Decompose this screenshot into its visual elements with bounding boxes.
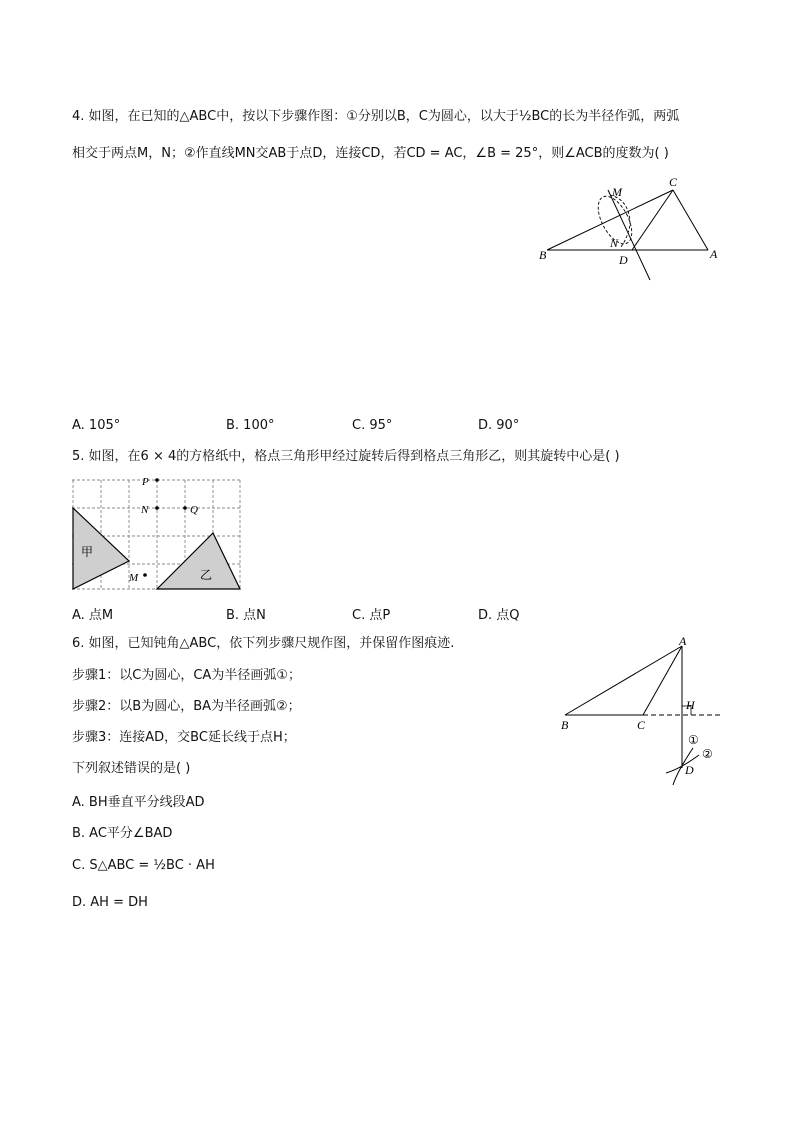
q4-option-a[interactable]: A. 105°	[72, 418, 121, 433]
q5-option-a[interactable]: A. 点M	[72, 608, 114, 623]
q4-option-b[interactable]: B. 100°	[226, 418, 275, 433]
q5-label-N: N	[141, 504, 149, 516]
q5-label-M: M	[129, 572, 139, 584]
q6-question: 下列叙述错误的是( )	[72, 761, 191, 776]
q5-option-c[interactable]: C. 点P	[352, 608, 391, 623]
q6-step-2: 步骤2：以B为圆心，BA为半径画弧②；	[72, 699, 301, 714]
q4-stem-line-1: 4. 如图，在已知的△ABC中，按以下步骤作图：①分别以B，C为圆心，以大于½BC的长为半径作弧，两弧	[72, 109, 680, 124]
q6-label-A: A	[679, 634, 687, 648]
q4-figure	[535, 170, 735, 280]
q6-step-1: 步骤1：以C为圆心，CA为半径画弧①；	[72, 668, 301, 683]
q6-label-arc1: ①	[688, 733, 699, 747]
q6-figure	[555, 634, 725, 790]
q6-option-d[interactable]: D. AH = DH	[72, 895, 148, 910]
q4-stem-line-2: 相交于两点M，N；②作直线MN交AB于点D，连接CD，若CD = AC，∠B = 25°，则∠ACB的度数为( )	[72, 146, 669, 161]
q6-label-arc2: ②	[702, 747, 713, 761]
q6-stem-line-1: 6. 如图，已知钝角△ABC，依下列步骤尺规作图，并保留作图痕迹.	[72, 636, 455, 651]
triangle-yi	[157, 533, 240, 589]
q5-label-P: P	[142, 476, 149, 488]
q4-option-c[interactable]: C. 95°	[352, 418, 393, 433]
q6-label-H: H	[686, 698, 695, 712]
q6-step-3: 步骤3：连接AD，交BC延长线于点H；	[72, 730, 296, 745]
q5-grid-figure	[72, 475, 244, 593]
q4-label-C: C	[669, 175, 678, 189]
q4-label-M: M	[612, 185, 622, 199]
q5-label-yi: 乙	[200, 568, 213, 582]
q5-label-Q: Q	[190, 504, 198, 516]
q6-option-b[interactable]: B. AC平分∠BAD	[72, 826, 173, 841]
q4-label-B: B	[539, 248, 547, 262]
q4-label-A: A	[710, 247, 718, 261]
q4-label-D: D	[619, 253, 628, 267]
q6-label-D: D	[685, 763, 694, 777]
q4-option-d[interactable]: D. 90°	[478, 418, 520, 433]
q6-label-B: B	[561, 718, 569, 732]
q6-label-C: C	[637, 718, 646, 732]
q5-label-jia: 甲	[81, 545, 94, 559]
q6-option-a[interactable]: A. BH垂直平分线段AD	[72, 795, 205, 810]
q5-option-b[interactable]: B. 点N	[226, 608, 266, 623]
q6-option-c[interactable]: C. S△ABC = ½BC · AH	[72, 858, 215, 873]
q5-option-d[interactable]: D. 点Q	[478, 608, 520, 623]
q5-stem-line-1: 5. 如图，在6 × 4的方格纸中，格点三角形甲经过旋转后得到格点三角形乙，则其旋转中心是( )	[72, 449, 620, 464]
q4-label-N: N	[610, 236, 619, 250]
